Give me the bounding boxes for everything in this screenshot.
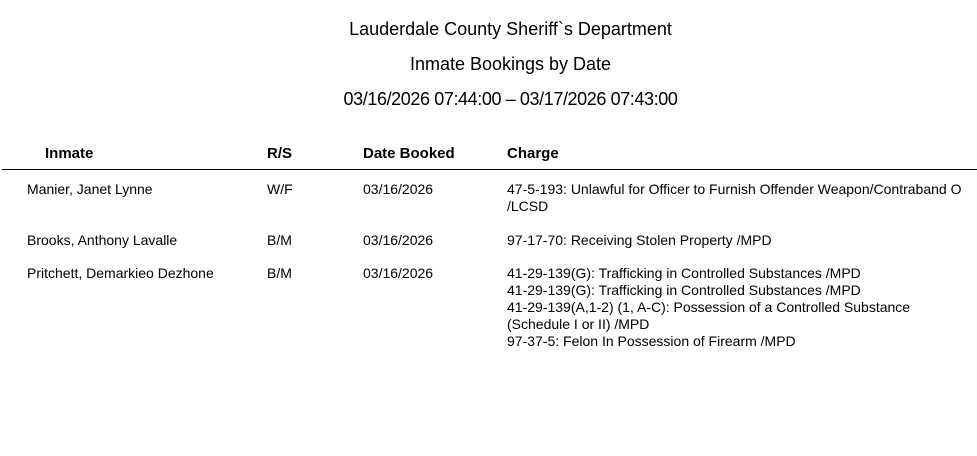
charge-list (507, 181, 975, 215)
agency-name: Lauderdale County Sheriff`s Department (349, 19, 672, 39)
race-sex: B/M (267, 232, 292, 248)
charge-item: 47-5-193: Unlawful for Officer to Furnish Offender Weapon/Contraband O /LCSD (507, 181, 962, 214)
charge-item: 41-29-139(A,1-2) (1, A-C): Possession of a Controlled Substance (Schedule I or II) /MPD (507, 299, 911, 332)
report-date-range: 03/16/2026 07:44:00 – 03/17/2026 07:43:00 (343, 89, 678, 109)
column-header-race-sex: R/S (267, 145, 293, 162)
column-header-date-booked: Date Booked (363, 145, 455, 162)
header-divider (2, 169, 977, 170)
column-header-inmate: Inmate (45, 145, 94, 162)
inmate-name: Brooks, Anthony Lavalle (27, 232, 178, 248)
column-header-charge: Charge (507, 145, 559, 162)
inmate-name: Pritchett, Demarkieo Dezhone (27, 265, 214, 281)
charge-item: 41-29-139(G): Trafficking in Controlled Substances /MPD (507, 265, 861, 281)
race-sex: W/F (267, 181, 293, 197)
report-title: Inmate Bookings by Date (409, 54, 612, 74)
date-booked: 03/16/2026 (363, 265, 434, 281)
charge-list (507, 232, 975, 249)
date-booked: 03/16/2026 (363, 232, 434, 248)
charge-item: 97-37-5: Felon In Possession of Firearm /MPD (507, 333, 796, 349)
date-booked: 03/16/2026 (363, 181, 434, 197)
inmate-name: Manier, Janet Lynne (27, 181, 153, 197)
charge-item: 41-29-139(G): Trafficking in Controlled Substances /MPD (507, 282, 861, 298)
charge-item: 97-17-70: Receiving Stolen Property /MPD (507, 232, 772, 248)
race-sex: B/M (267, 265, 292, 281)
charge-list (507, 265, 975, 350)
